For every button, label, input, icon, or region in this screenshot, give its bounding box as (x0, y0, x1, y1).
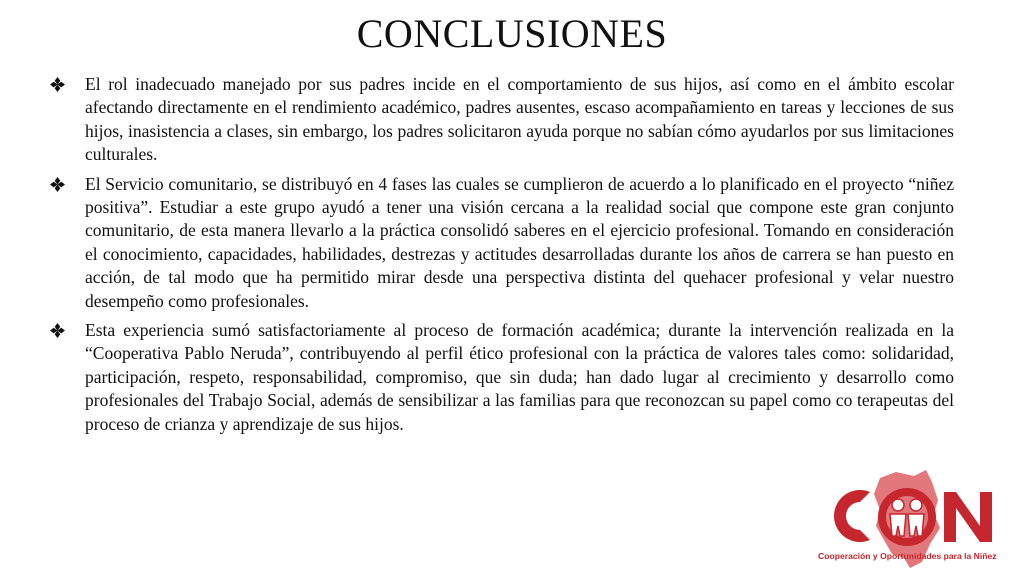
list-item (48, 173, 954, 313)
bullet-text: El rol inadecuado manejado por sus padres incide en el comportamiento de sus hijos, así como en el ámbito escolar afectando directamente en el rendimiento académico, padres ausentes, escaso acompañamiento en tareas y lecciones de sus hijos, inasistencia a clases, sin embargo, los padres solicitaron ayuda porque no sabían cómo ayudarlos por sus limitaciones culturales. (85, 74, 954, 165)
logo-caption: Cooperación y Oportunidades para la Niñez (818, 551, 997, 561)
slide-title: CONCLUSIONES (356, 11, 668, 56)
diamond-bullet-icon (50, 323, 65, 338)
list-item (48, 73, 954, 167)
logo-letter-n (944, 492, 992, 542)
bullet-text: Esta experiencia sumó satisfactoriamente al proceso de formación académica; durante la intervención realizada en la “Cooperativa Pablo Neruda”, contribuyendo al perfil ético profesional con la práctica de valores tales como: solidaridad, participación, respeto, responsabilidad, compromiso, que sin duda; han dado lugar al crecimiento y desarrollo como profesionales del Trabajo Social, además de sensibilizar a las familias para que reconozcan su papel como co terapeutas del proceso de crianza y aprendizaje de sus hijos. (85, 320, 954, 434)
bullet-text: El Servicio comunitario, se distribuyó en 4 fases las cuales se cumplieron de acuerdo a lo planificado en el proyecto “niñez positiva”. Estudiar a este grupo ayudó a tener una visión cercana a la realidad social que compone este gran conjunto comunitario, de esta manera llevarlo a la práctica consolidó saberes en el ejercicio profesional. Tomando en consideración el conocimiento, capacidades, habilidades, destrezas y actitudes desarrolladas durante los años de carrera se han puesto en acción, de tal modo que ha permitido mirar desde una perspectiva distinta del quehacer profesional y velar nuestro desempeño como profesionales. (85, 173, 954, 311)
conclusions-list (48, 73, 954, 442)
diamond-bullet-icon (50, 77, 65, 92)
logo-letter-c (834, 490, 870, 542)
diamond-bullet-icon (50, 177, 65, 192)
list-item (48, 319, 954, 436)
